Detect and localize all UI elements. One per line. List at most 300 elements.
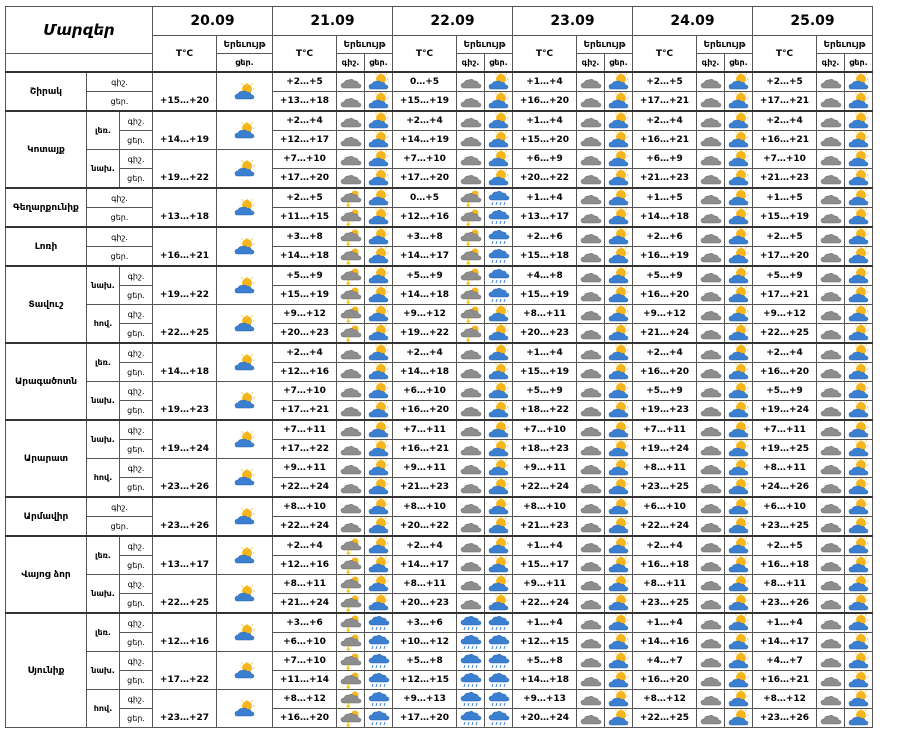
table-row [6,690,873,709]
temperature-range: +7…+10 [273,150,337,169]
cloud-icon [577,324,605,344]
temperature-range: +5…+9 [753,382,817,401]
sun-behind-cloud-icon [485,131,513,150]
sun-behind-cloud-icon [845,382,873,401]
rain-cloud-icon [365,613,393,633]
temperature-range: +17…+20 [393,169,457,189]
thunder-cloud-icon [337,227,365,247]
time-of-day: ցեր. [87,247,153,267]
sun-behind-cloud-icon [485,92,513,112]
temperature-range: +17…+20 [273,169,337,189]
forecast-table-wrapper [5,6,873,728]
sun-behind-cloud-icon [845,286,873,305]
sun-behind-cloud-icon [605,594,633,614]
temperature-range: +4…+7 [633,652,697,671]
temperature-range: +8…+11 [393,575,457,594]
temperature-range: +17…+21 [273,401,337,421]
temperature-range: +13…+17 [513,208,577,228]
temperature-range: +1…+4 [633,613,697,633]
cloud-icon [577,440,605,459]
temperature-range: +9…+11 [513,575,577,594]
sun-behind-cloud-icon [725,131,753,150]
cloud-icon [817,111,845,131]
temperature-range: +16…+20 [393,401,457,421]
cloud-icon [697,575,725,594]
cloud-icon [697,363,725,382]
table-row [6,150,873,169]
sun-behind-cloud-icon [845,440,873,459]
temperature-range: +9…+11 [273,459,337,478]
sun-behind-cloud-icon [845,497,873,517]
temperature-range: +19…+24 [753,401,817,421]
sun-behind-cloud-icon [605,343,633,363]
cloud-icon [697,131,725,150]
sun-behind-cloud-icon [845,131,873,150]
temperature-range: +23…+26 [153,497,217,536]
temperature-range: +17…+20 [393,709,457,728]
cloud-icon [697,188,725,208]
rain-cloud-icon [457,633,485,652]
temperature-range: +22…+25 [153,575,217,614]
sun-behind-cloud-icon [725,286,753,305]
temperature-range: +21…+23 [513,517,577,537]
cloud-icon [457,343,485,363]
cloud-icon [817,575,845,594]
table-row [6,613,873,633]
sun-behind-cloud-icon [845,556,873,575]
cloud-icon [457,440,485,459]
cloud-icon [817,420,845,440]
time-of-day: ցեր. [120,363,153,382]
sun-behind-cloud-icon [725,111,753,131]
sun-behind-cloud-icon [485,575,513,594]
temperature-range: +5…+8 [513,652,577,671]
thunder-cloud-icon [457,247,485,267]
temperature-range: +8…+10 [513,497,577,517]
cloud-icon [337,478,365,498]
temperature-range: +2…+5 [753,72,817,92]
temperature-range: +12…+16 [273,363,337,382]
sun-behind-cloud-icon [605,266,633,286]
cloud-icon [457,382,485,401]
sun-behind-cloud-icon [605,556,633,575]
rain-cloud-icon [485,613,513,633]
temperature-range: +7…+10 [273,382,337,401]
temperature-range: +22…+24 [633,517,697,537]
cloud-icon [577,556,605,575]
cloud-icon [337,72,365,92]
cloud-icon [577,401,605,421]
table-row [6,324,873,344]
temperature-range: +7…+10 [273,652,337,671]
cloud-icon [817,690,845,709]
sun-behind-cloud-icon [725,594,753,614]
cloud-icon [577,575,605,594]
cloud-icon [697,247,725,267]
cloud-icon [457,420,485,440]
sun-behind-cloud-icon [725,247,753,267]
thunder-cloud-icon [337,324,365,344]
sun-behind-cloud-icon [485,420,513,440]
sun-behind-cloud-icon [217,266,273,305]
temperature-range: +19…+25 [753,440,817,459]
cloud-icon [577,382,605,401]
sun-behind-cloud-icon [725,440,753,459]
cloud-icon [697,169,725,189]
temperature-header: T°C [513,36,577,73]
sun-behind-cloud-icon [605,131,633,150]
sun-behind-cloud-icon [845,478,873,498]
rain-cloud-icon [485,690,513,709]
cloud-icon [577,497,605,517]
thunder-cloud-icon [337,286,365,305]
header-spacer [6,54,153,73]
temperature-range: 0…+5 [393,188,457,208]
cloud-icon [577,92,605,112]
cloud-icon [337,111,365,131]
phenomena-header: Երեւույթ [217,36,273,54]
rain-cloud-icon [485,671,513,690]
temperature-range: +21…+23 [633,169,697,189]
sun-behind-cloud-icon [605,286,633,305]
sun-behind-cloud-icon [365,92,393,112]
temperature-range: +14…+16 [633,633,697,652]
sun-behind-cloud-icon [485,556,513,575]
sun-behind-cloud-icon [845,247,873,267]
temperature-range: +8…+10 [393,497,457,517]
sun-behind-cloud-icon [845,459,873,478]
phenomena-night-header: գիշ. [697,54,725,73]
cloud-icon [817,478,845,498]
sun-behind-cloud-icon [845,536,873,556]
sun-behind-cloud-icon [365,188,393,208]
region-name: Արարատ [6,420,87,497]
temperature-range: +7…+11 [633,420,697,440]
cloud-icon [817,633,845,652]
sun-behind-cloud-icon [845,594,873,614]
sun-behind-cloud-icon [725,92,753,112]
sun-behind-cloud-icon [605,709,633,728]
time-of-day: գիշ. [120,343,153,363]
temperature-range: +20…+24 [513,709,577,728]
cloud-icon [577,169,605,189]
table-row [6,266,873,286]
table-row [6,305,873,324]
table-row [6,401,873,421]
time-of-day: ցեր. [120,478,153,498]
cloud-icon [457,131,485,150]
temperature-range: +2…+4 [753,343,817,363]
sun-behind-cloud-icon [485,111,513,131]
temperature-range: +16…+21 [753,671,817,690]
sun-behind-cloud-icon [485,72,513,92]
zone-label: հով. [87,305,120,344]
table-row [6,343,873,363]
rain-cloud-icon [485,652,513,671]
table-row [6,92,873,112]
temperature-range: +2…+4 [393,343,457,363]
region-name: Տավուշ [6,266,87,343]
sun-behind-cloud-icon [217,227,273,266]
rain-cloud-icon [485,633,513,652]
temperature-range: +8…+10 [273,497,337,517]
phenomena-night-header: գիշ. [577,54,605,73]
cloud-icon [337,401,365,421]
temperature-range: +14…+18 [393,363,457,382]
cloud-icon [817,517,845,537]
thunder-cloud-icon [457,266,485,286]
date-header: 22.09 [393,7,513,36]
temperature-range: +20…+23 [273,324,337,344]
date-header: 23.09 [513,7,633,36]
temperature-header: T°C [753,36,817,73]
sun-behind-cloud-icon [365,497,393,517]
temperature-range: +8…+11 [633,575,697,594]
time-of-day: գիշ. [120,652,153,671]
phenomena-header: Երեւույթ [817,36,873,54]
temperature-range: +2…+5 [273,188,337,208]
cloud-icon [697,671,725,690]
sun-behind-cloud-icon [365,575,393,594]
table-row [6,363,873,382]
cloud-icon [697,459,725,478]
cloud-icon [817,497,845,517]
temperature-range: +10…+12 [393,633,457,652]
sun-behind-cloud-icon [605,188,633,208]
cloud-icon [577,150,605,169]
cloud-icon [337,343,365,363]
cloud-icon [577,131,605,150]
temperature-range: +9…+12 [633,305,697,324]
cloud-icon [697,613,725,633]
cloud-icon [817,286,845,305]
sun-behind-cloud-icon [845,227,873,247]
cloud-icon [457,478,485,498]
time-of-day: գիշ. [120,690,153,709]
sun-behind-cloud-icon [365,363,393,382]
temperature-range: +19…+23 [633,401,697,421]
rain-cloud-icon [485,227,513,247]
cloud-icon [577,478,605,498]
thunder-cloud-icon [337,690,365,709]
cloud-icon [457,556,485,575]
temperature-range: +16…+19 [633,247,697,267]
cloud-icon [457,72,485,92]
sun-behind-cloud-icon [845,420,873,440]
sun-behind-cloud-icon [365,343,393,363]
rain-cloud-icon [365,633,393,652]
temperature-range: +14…+17 [393,247,457,267]
zone-label: լեռ. [87,111,120,150]
cloud-icon [817,324,845,344]
sun-behind-cloud-icon [605,382,633,401]
sun-behind-cloud-icon [365,150,393,169]
temperature-range: +22…+25 [753,324,817,344]
cloud-icon [697,382,725,401]
sun-behind-cloud-icon [365,305,393,324]
temperature-range: +12…+16 [153,613,217,652]
cloud-icon [697,517,725,537]
cloud-icon [817,382,845,401]
time-of-day: գիշ. [87,227,153,247]
sun-behind-cloud-icon [845,266,873,286]
sun-behind-cloud-icon [725,401,753,421]
cloud-icon [697,150,725,169]
sun-behind-cloud-icon [605,150,633,169]
cloud-icon [817,440,845,459]
cloud-icon [697,305,725,324]
sun-behind-cloud-icon [485,401,513,421]
table-row [6,72,873,92]
time-of-day: ցեր. [120,169,153,189]
sun-behind-cloud-icon [725,188,753,208]
sun-behind-cloud-icon [725,517,753,537]
temperature-range: +19…+22 [153,266,217,305]
cloud-icon [697,227,725,247]
cloud-icon [457,150,485,169]
temperature-range: +16…+20 [273,709,337,728]
sun-behind-cloud-icon [217,72,273,111]
cloud-icon [337,131,365,150]
temperature-range: +6…+10 [393,382,457,401]
phenomena-header: Երեւույթ [457,36,513,54]
table-row [6,420,873,440]
sun-behind-cloud-icon [217,690,273,728]
sun-behind-cloud-icon [605,690,633,709]
table-row [6,286,873,305]
cloud-icon [697,556,725,575]
cloud-icon [457,169,485,189]
temperature-range: +1…+4 [513,613,577,633]
cloud-icon [697,497,725,517]
rain-cloud-icon [365,671,393,690]
phenomena-header: Երեւույթ [697,36,753,54]
cloud-icon [697,690,725,709]
sun-behind-cloud-icon [605,440,633,459]
sun-behind-cloud-icon [365,247,393,267]
phenomena-day-header: ցեր. [725,54,753,73]
sun-behind-cloud-icon [217,536,273,575]
cloud-icon [577,188,605,208]
cloud-icon [337,440,365,459]
sun-behind-cloud-icon [365,401,393,421]
temperature-range: +14…+18 [393,286,457,305]
temperature-range: +7…+10 [393,150,457,169]
cloud-icon [817,652,845,671]
table-row [6,247,873,267]
time-of-day: գիշ. [120,575,153,594]
sun-behind-cloud-icon [725,266,753,286]
sun-behind-cloud-icon [725,709,753,728]
sun-behind-cloud-icon [845,188,873,208]
temperature-range: +12…+15 [513,633,577,652]
phenomena-day-header: ցեր. [365,54,393,73]
sun-behind-cloud-icon [725,671,753,690]
phenomena-day-header: ցեր. [217,54,273,73]
time-of-day: ցեր. [87,208,153,228]
rain-cloud-icon [457,709,485,728]
table-row [6,536,873,556]
sun-behind-cloud-icon [605,324,633,344]
temperature-range: +9…+12 [393,305,457,324]
date-header: 25.09 [753,7,873,36]
sun-behind-cloud-icon [605,497,633,517]
temperature-range: +5…+9 [393,266,457,286]
cloud-icon [817,131,845,150]
temperature-range: +9…+13 [513,690,577,709]
temperature-header: T°C [273,36,337,73]
sun-behind-cloud-icon [725,478,753,498]
temperature-range: +5…+9 [753,266,817,286]
time-of-day: ցեր. [120,440,153,459]
temperature-range: +2…+4 [753,111,817,131]
cloud-icon [697,72,725,92]
temperature-range: +18…+22 [513,401,577,421]
rain-cloud-icon [485,266,513,286]
temperature-header: T°C [633,36,697,73]
cloud-icon [817,594,845,614]
sun-behind-cloud-icon [485,440,513,459]
sun-behind-cloud-icon [725,459,753,478]
temperature-range: +8…+12 [273,690,337,709]
temperature-range: +13…+18 [273,92,337,112]
table-row [6,169,873,189]
cloud-icon [817,305,845,324]
table-row [6,459,873,478]
sun-behind-cloud-icon [845,324,873,344]
cloud-icon [697,324,725,344]
time-of-day: ցեր. [120,286,153,305]
sun-behind-cloud-icon [365,72,393,92]
temperature-range: +8…+11 [753,575,817,594]
sun-behind-cloud-icon [725,420,753,440]
time-of-day: ցեր. [120,324,153,344]
region-name: Արագածոտն [6,343,87,420]
temperature-range: +15…+19 [513,363,577,382]
temperature-range: +9…+12 [753,305,817,324]
time-of-day: գիշ. [120,420,153,440]
temperature-range: +20…+23 [513,324,577,344]
temperature-range: +2…+6 [633,227,697,247]
sun-behind-cloud-icon [845,169,873,189]
rain-cloud-icon [485,247,513,267]
sun-behind-cloud-icon [725,208,753,228]
cloud-icon [457,92,485,112]
temperature-range: +2…+5 [753,536,817,556]
temperature-range: +7…+10 [753,150,817,169]
sun-behind-cloud-icon [365,286,393,305]
temperature-range: +7…+11 [393,420,457,440]
temperature-range: +21…+24 [633,324,697,344]
rain-cloud-icon [457,652,485,671]
temperature-range: +12…+16 [273,556,337,575]
zone-label: լեռ. [87,343,120,382]
temperature-range: +14…+19 [153,111,217,150]
sun-behind-cloud-icon [725,150,753,169]
cloud-icon [457,363,485,382]
thunder-cloud-icon [337,208,365,228]
cloud-icon [697,111,725,131]
sun-behind-cloud-icon [605,633,633,652]
time-of-day: գիշ. [120,305,153,324]
rain-cloud-icon [485,286,513,305]
cloud-icon [817,401,845,421]
temperature-range: +16…+20 [633,363,697,382]
sun-behind-cloud-icon [845,633,873,652]
sun-behind-cloud-icon [365,420,393,440]
temperature-range: +5…+9 [633,382,697,401]
cloud-icon [817,671,845,690]
